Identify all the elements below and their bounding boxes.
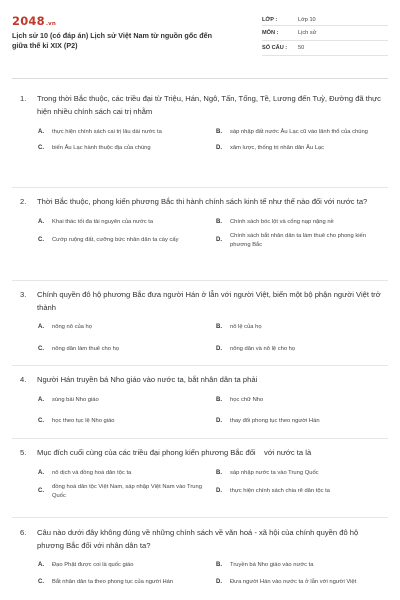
document-title: Lịch sử 10 (có đáp án) Lịch sử Việt Nam từ nguồn gốc đến giữa thế kỉ XIX (P2) — [12, 31, 212, 50]
option-letter: D. — [216, 578, 222, 585]
answer-option-a[interactable] — [38, 561, 210, 570]
answer-option-d[interactable] — [216, 483, 388, 500]
option-letter: C. — [38, 345, 44, 352]
answer-options — [38, 469, 388, 501]
question-number: 4. — [20, 375, 27, 384]
option-letter: C. — [38, 418, 44, 425]
question-number: 5. — [20, 448, 27, 457]
option-letter: A. — [38, 129, 44, 136]
answer-option-d[interactable] — [216, 144, 388, 153]
answer-option-b[interactable] — [216, 396, 388, 405]
logo-main: 2048 — [12, 14, 45, 28]
question-2 — [12, 188, 388, 280]
answer-options — [38, 128, 388, 152]
option-text: biến Âu Lạc hành thuộc địa của chúng — [52, 144, 151, 151]
option-text: Cướp ruộng đất, cưỡng bức nhân dân ta cày cấy — [52, 237, 179, 244]
option-letter: C. — [38, 488, 44, 495]
meta-value: 50 — [298, 45, 305, 51]
answer-option-d[interactable] — [216, 232, 388, 249]
option-letter: A. — [38, 469, 44, 476]
question-header — [12, 196, 388, 209]
option-letter: D. — [216, 144, 222, 151]
option-text: Đưa người Hán vào nước ta ở lẫn với người Việt — [230, 578, 357, 585]
answer-option-c[interactable] — [38, 483, 210, 500]
answer-option-b[interactable] — [216, 128, 388, 137]
question-1 — [12, 93, 388, 187]
answer-option-d[interactable] — [216, 345, 388, 354]
answer-option-d[interactable] — [216, 578, 388, 587]
question-3 — [12, 281, 388, 365]
question-4 — [12, 366, 388, 438]
option-text: thay đổi phong tục theo người Hán — [230, 418, 320, 425]
meta-row-question-count — [262, 41, 388, 56]
meta-key: MÔN : — [262, 30, 279, 36]
question-text: Người Hán truyền bá Nho giáo vào nước ta, bắt nhân dân ta phải — [37, 375, 258, 384]
option-text: nô dịch và đồng hoá dân tộc ta — [52, 469, 132, 476]
option-text: nô lệ của họ — [230, 324, 262, 331]
document-page — [12, 14, 388, 600]
meta-key: LỚP : — [262, 16, 278, 23]
option-letter: C. — [38, 578, 44, 585]
question-header — [12, 93, 388, 118]
question-text: Thời Bắc thuộc, phong kiến phương Bắc thi hành chính sách kinh tế như thế nào đối với nước ta? — [37, 197, 368, 206]
option-text: xâm lược, thống trị nhân dân Âu Lạc — [230, 144, 325, 151]
answer-option-c[interactable] — [38, 232, 210, 249]
option-letter: A. — [38, 324, 44, 331]
option-letter: B. — [216, 129, 222, 136]
option-letter: B. — [216, 324, 222, 331]
answer-option-c[interactable] — [38, 417, 210, 426]
question-number: 3. — [20, 290, 27, 299]
option-letter: D. — [216, 237, 222, 244]
question-header — [12, 289, 388, 314]
option-letter: B. — [216, 218, 222, 225]
option-text: Chính sách bắt nhân dân ta làm thuê cho phong kiến phương Bắc — [230, 233, 367, 248]
question-list — [12, 93, 388, 600]
answer-option-b[interactable] — [216, 323, 388, 332]
question-text: Trong thời Bắc thuộc, các triều đại từ Triệu, Hán, Ngô, Tấn, Tống, Tề, Lương đến Tuỳ, Đường đã thực hiện nhiều chính sách cai trị nhằm — [37, 94, 381, 116]
option-letter: C. — [38, 237, 44, 244]
answer-options — [38, 561, 388, 586]
answer-option-d[interactable] — [216, 417, 388, 426]
answer-options — [38, 218, 388, 250]
question-5 — [12, 439, 388, 517]
option-text: học chữ Nho — [230, 396, 264, 403]
document-meta — [262, 14, 388, 56]
question-number: 6. — [20, 528, 27, 537]
question-number: 2. — [20, 197, 27, 206]
option-letter: A. — [38, 218, 44, 225]
option-letter: B. — [216, 396, 222, 403]
option-letter: D. — [216, 345, 222, 352]
answer-option-a[interactable] — [38, 218, 210, 227]
answer-option-b[interactable] — [216, 469, 388, 478]
answer-option-a[interactable] — [38, 396, 210, 405]
header-divider — [12, 78, 388, 79]
meta-key: SỐ CÂU : — [262, 45, 288, 51]
option-text: thực hiện chính sách chia rẽ dân tộc ta — [230, 488, 330, 495]
option-letter: C. — [38, 144, 44, 151]
option-letter: B. — [216, 562, 222, 569]
option-text: đồng hoá dân tộc Việt Nam, sáp nhập Việt Nam vào Trung Quốc — [52, 484, 202, 499]
question-text: Câu nào dưới đây không đúng về những chính sách về văn hoá - xã hội của chính quyền đô hộ phương Bắc đối với nhân dân ta? — [37, 528, 359, 550]
option-text: Chính sách bóc lột và cống nạp nặng nề — [230, 218, 334, 225]
document-header — [12, 14, 388, 74]
answer-option-a[interactable] — [38, 469, 210, 478]
option-text: sáp nhập nước ta vào Trung Quốc — [230, 469, 319, 476]
meta-row-subject — [262, 26, 388, 41]
meta-value: Lịch sử — [298, 30, 317, 36]
answer-option-c[interactable] — [38, 144, 210, 153]
meta-value: Lớp 10 — [298, 16, 316, 23]
option-text: nông dân và nô lệ cho họ — [230, 345, 296, 352]
answer-option-b[interactable] — [216, 561, 388, 570]
option-text: nông nô của họ — [52, 324, 92, 331]
answer-option-b[interactable] — [216, 218, 388, 227]
question-6 — [12, 518, 388, 600]
question-text: Mục đích cuối cùng của các triều đại phong kiến phương Bắc đối với nước ta là — [37, 448, 312, 457]
option-letter: B. — [216, 469, 222, 476]
option-letter: A. — [38, 562, 44, 569]
option-letter: D. — [216, 418, 222, 425]
option-text: Đạo Phật được coi là quốc giáo — [52, 562, 134, 569]
option-text: Khai thác tối đa tài nguyên của nước ta — [52, 218, 154, 225]
question-header — [12, 447, 388, 460]
question-number: 1. — [20, 94, 27, 103]
answer-option-c[interactable] — [38, 345, 210, 354]
answer-options — [38, 323, 388, 353]
option-text: Bắt nhân dân ta theo phong tục của người Hán — [52, 578, 174, 585]
option-text: Truyền bá Nho giáo vào nước ta — [230, 562, 314, 569]
option-text: sáp nhập đất nước Âu Lạc cũ vào lãnh thổ của chúng — [230, 129, 368, 136]
answer-options — [38, 396, 388, 426]
option-text: nông dân làm thuê cho họ — [52, 345, 120, 352]
answer-option-a[interactable] — [38, 128, 210, 137]
logo-suffix: .vn — [45, 21, 57, 27]
option-text: học theo tục lệ Nho giáo — [52, 418, 115, 425]
meta-row-class — [262, 14, 388, 26]
site-logo[interactable] — [12, 14, 56, 28]
question-header — [12, 374, 388, 387]
question-text: Chính quyền đô hộ phương Bắc đưa người Hán ở lẫn với người Việt, biến một bộ phận người Việt trở thành — [37, 290, 381, 312]
option-letter: A. — [38, 396, 44, 403]
answer-option-a[interactable] — [38, 323, 210, 332]
answer-option-c[interactable] — [38, 578, 210, 587]
option-text: thực hiện chính sách cai trị lâu dài nước ta — [52, 129, 162, 136]
option-letter: D. — [216, 488, 222, 495]
option-text: sùng bái Nho giáo — [52, 396, 99, 403]
question-header — [12, 527, 388, 552]
